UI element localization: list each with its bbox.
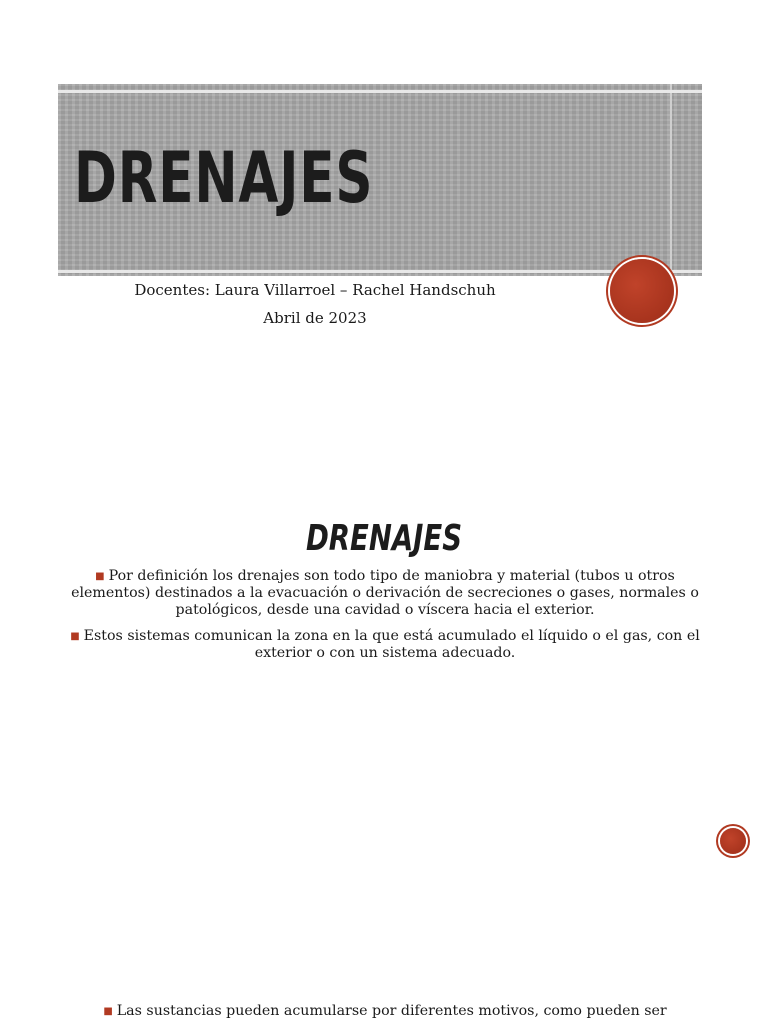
decorative-circle — [610, 259, 674, 323]
docentes-line: Docentes: Laura Villarroel – Rachel Handschuh — [134, 281, 496, 299]
bullet-list — [70, 568, 700, 671]
bullet-text: Por definición los drenajes son todo tipo de maniobra y material (tubos u otros elementos) destinados a la evacuación o derivación de secreciones o gases, normales o patológicos, desde una cavidad o víscera hacia el exterior. — [71, 568, 699, 618]
square-bullet-icon: ■ — [95, 571, 105, 582]
title-band-bottom-line — [58, 270, 702, 273]
bullet-text: Las sustancias pueden acumularse por diferentes motivos, como pueden ser — [116, 1003, 667, 1019]
list-item — [70, 628, 700, 662]
bullet-list — [70, 1003, 700, 1029]
list-item — [70, 1003, 700, 1020]
decorative-circle-small — [720, 828, 746, 854]
slide-heading: DRENAJES — [305, 518, 463, 559]
list-item — [70, 568, 700, 619]
main-title: DRENAJES — [74, 137, 374, 219]
definition-slide — [0, 440, 768, 880]
date-line: Abril de 2023 — [263, 309, 367, 327]
bullet-text: Estos sistemas comunican la zona en la que está acumulado el líquido o el gas, con el exterior o con un sistema adecuado. — [83, 628, 700, 661]
title-band-inner-line — [58, 90, 702, 93]
square-bullet-icon: ■ — [70, 631, 80, 642]
title-band-divider — [670, 84, 672, 276]
title-slide — [0, 0, 768, 440]
partial-slide — [0, 880, 768, 1024]
square-bullet-icon: ■ — [103, 1006, 113, 1017]
